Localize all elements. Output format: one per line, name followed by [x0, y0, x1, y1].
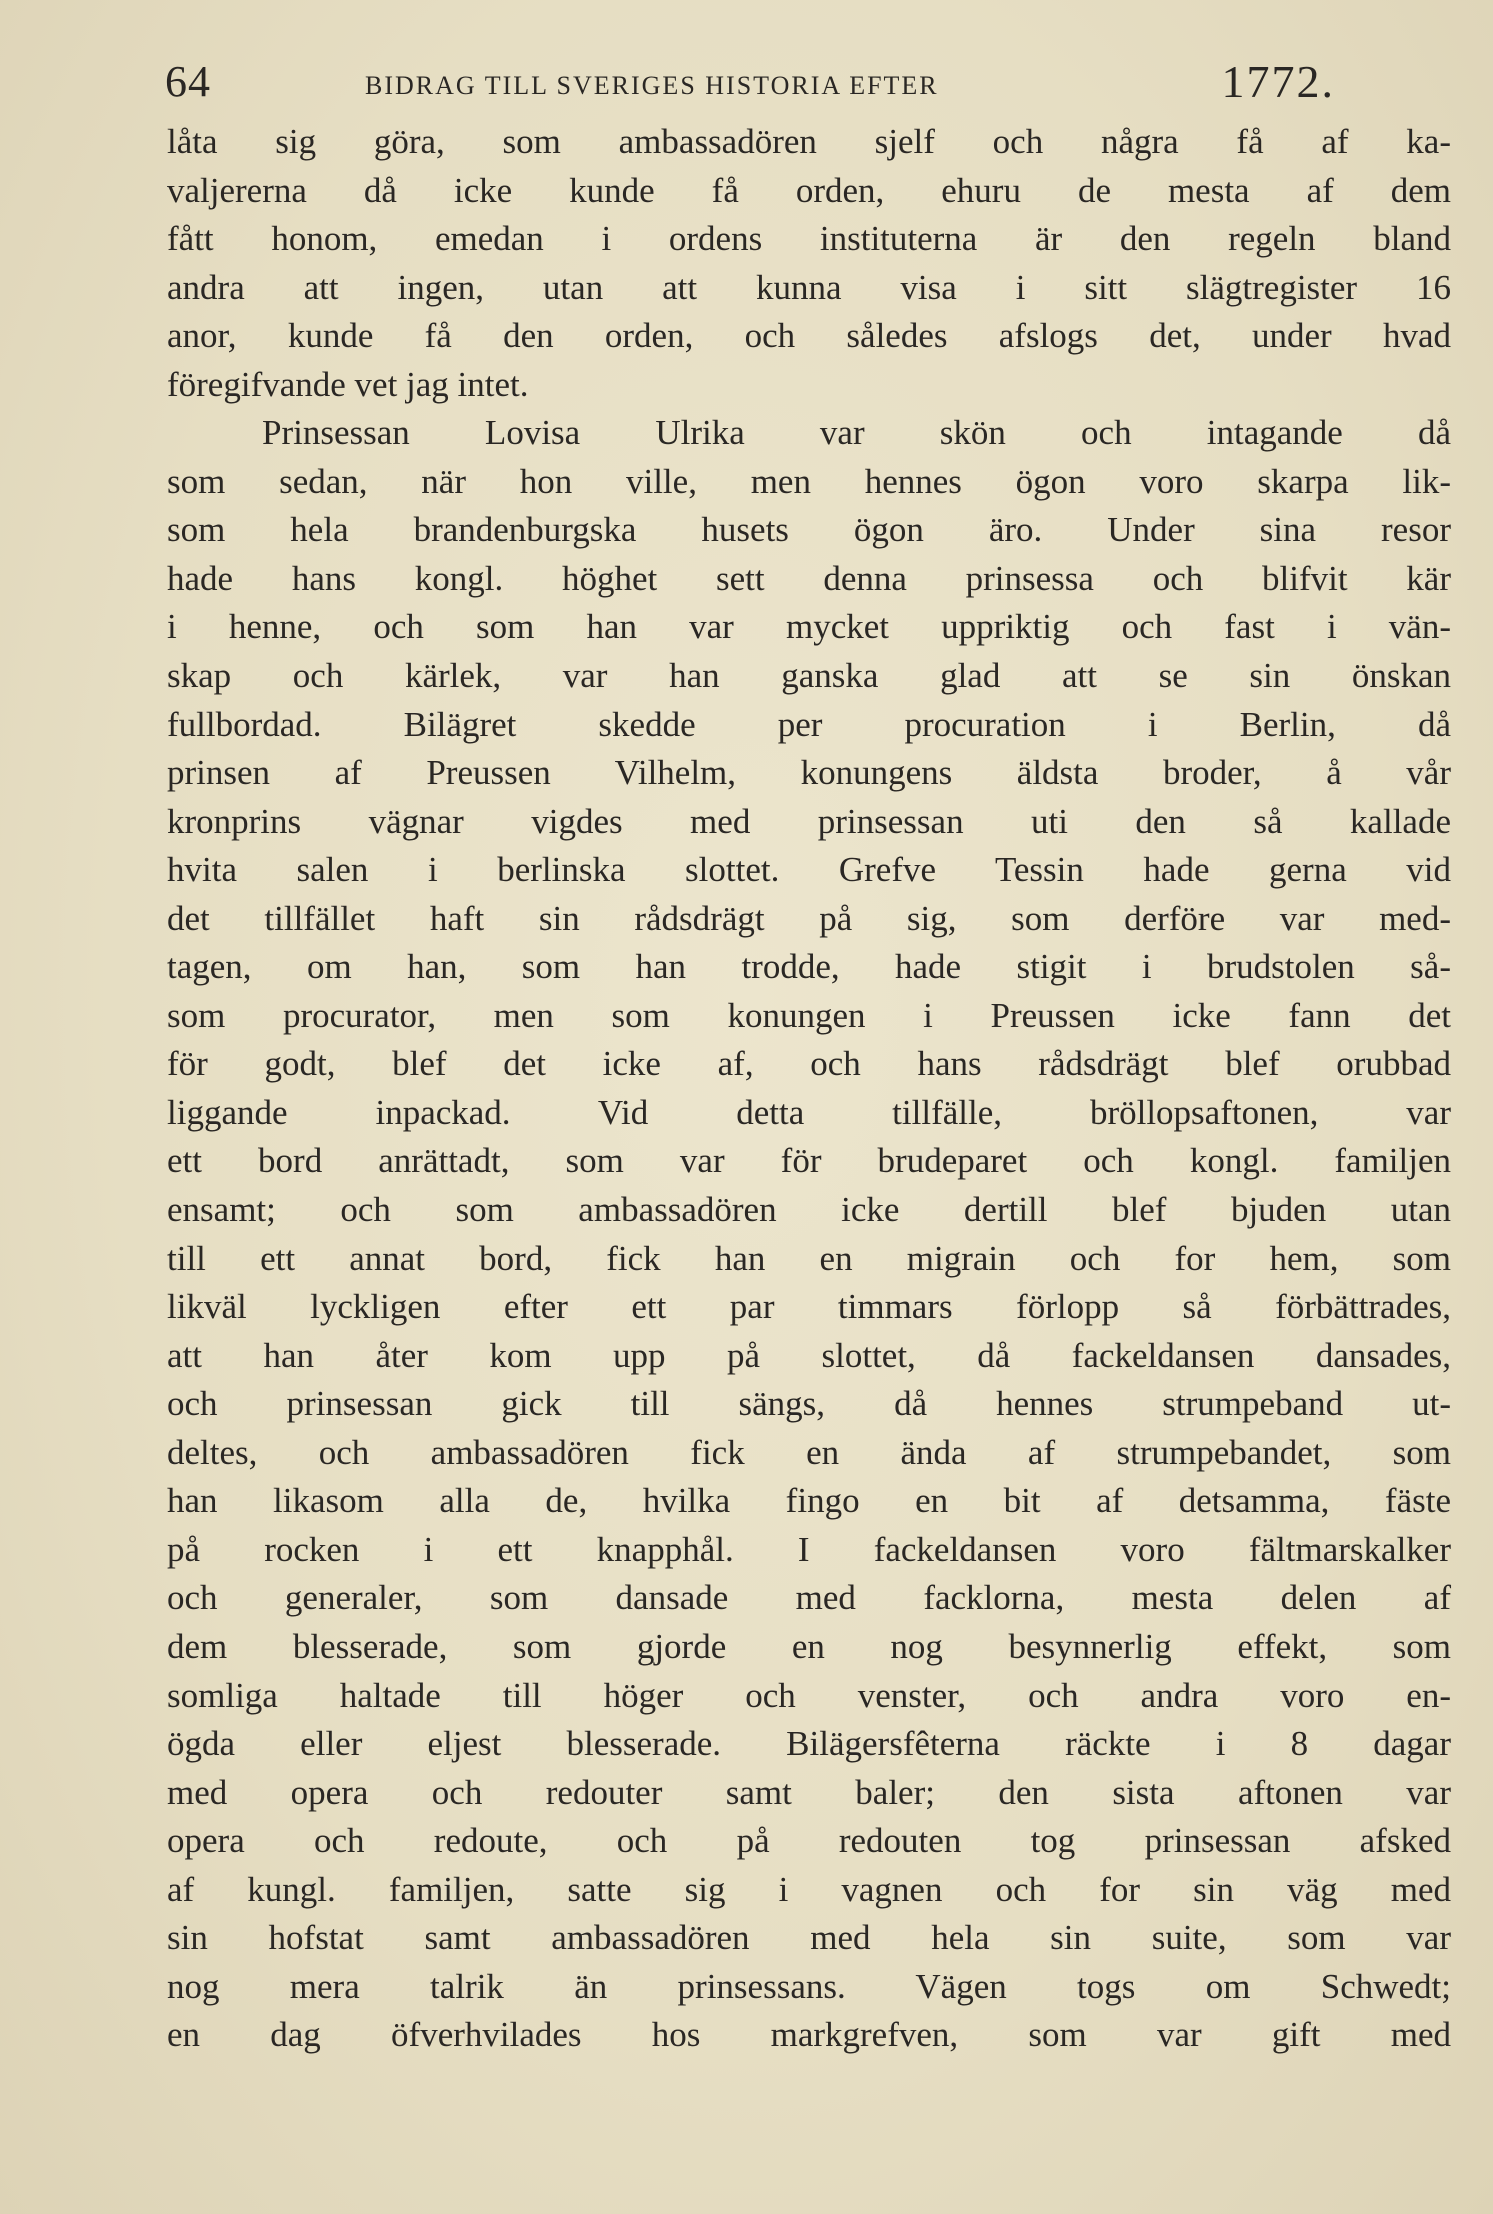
text-line: ett bord anrättadt, som var för brudeparet och kongl. familjen: [167, 1141, 1451, 1181]
text-line: och generaler, som dansade med facklorna, mesta delen af: [167, 1578, 1451, 1618]
text-line: föregifvande vet jag intet.: [167, 364, 529, 404]
text-line: i henne, och som han var mycket uppriktig och fast i vän-: [167, 607, 1451, 647]
text-line: likväl lyckligen efter ett par timmars förlopp så förbättrades,: [167, 1287, 1451, 1327]
text-line: dem blesserade, som gjorde en nog besynnerlig effekt, som: [167, 1626, 1451, 1666]
paragraph-start-line: Prinsessan Lovisa Ulrika var skön och intagande då: [262, 413, 1451, 453]
text-line: till ett annat bord, fick han en migrain och for hem, som: [167, 1238, 1451, 1278]
text-line: som sedan, när hon ville, men hennes ögon voro skarpa lik-: [167, 461, 1451, 501]
text-line: valjererna då icke kunde få orden, ehuru de mesta af dem: [167, 170, 1451, 210]
text-line: nog mera talrik än prinsessans. Vägen togs om Schwedt;: [167, 1966, 1451, 2006]
text-line: af kungl. familjen, satte sig i vagnen och for sin väg med: [167, 1869, 1451, 1909]
text-line: som procurator, men som konungen i Preussen icke fann det: [167, 995, 1451, 1035]
text-line: fått honom, emedan i ordens instituterna är den regeln bland: [167, 219, 1451, 259]
text-line: ensamt; och som ambassadören icke dertill blef bjuden utan: [167, 1190, 1451, 1230]
header-year: 1772.: [1221, 56, 1335, 107]
text-line: på rocken i ett knapphål. I fackeldansen voro fältmarskalker: [167, 1529, 1451, 1569]
text-line: att han åter kom upp på slottet, då fackeldansen dansades,: [167, 1335, 1451, 1375]
text-line: skap och kärlek, var han ganska glad att se sin önskan: [167, 656, 1451, 696]
text-line: andra att ingen, utan att kunna visa i sitt slägtregister 16: [167, 267, 1451, 307]
text-line: och prinsessan gick till sängs, då hennes strumpeband ut-: [167, 1384, 1451, 1424]
text-line: ögda eller eljest blesserade. Bilägersfêterna räckte i 8 dagar: [167, 1724, 1451, 1764]
text-line: opera och redoute, och på redouten tog prinsessan afsked: [167, 1821, 1451, 1861]
text-line: liggande inpackad. Vid detta tillfälle, bröllopsaftonen, var: [167, 1092, 1451, 1132]
body-text: [167, 118, 1451, 2060]
text-line: för godt, blef det icke af, och hans rådsdrägt blef orubbad: [167, 1044, 1451, 1084]
text-line: låta sig göra, som ambassadören sjelf och några få af ka-: [167, 122, 1451, 161]
text-line: med opera och redouter samt baler; den sista aftonen var: [167, 1772, 1451, 1812]
text-line: hade hans kongl. höghet sett denna prinsessa och blifvit kär: [167, 558, 1451, 598]
text-line: han likasom alla de, hvilka fingo en bit af detsamma, fäste: [167, 1481, 1451, 1521]
running-title: BIDRAG TILL SVERIGES HISTORIA EFTER: [365, 71, 939, 100]
text-line: somliga haltade till höger och venster, och andra voro en-: [167, 1675, 1451, 1715]
text-line: deltes, och ambassadören fick en ända af strumpebandet, som: [167, 1432, 1451, 1472]
page-number: 64: [165, 57, 211, 106]
text-line: sin hofstat samt ambassadören med hela sin suite, som var: [167, 1918, 1451, 1958]
text-line: tagen, om han, som han trodde, hade stigit i brudstolen så-: [167, 947, 1451, 987]
text-line: hvita salen i berlinska slottet. Grefve Tessin hade gerna vid: [167, 850, 1451, 890]
text-line: som hela brandenburgska husets ögon äro. Under sina resor: [167, 510, 1451, 550]
text-line: prinsen af Preussen Vilhelm, konungens äldsta broder, å vår: [167, 753, 1451, 793]
text-line: kronprins vägnar vigdes med prinsessan uti den så kallade: [167, 801, 1451, 841]
text-line: fullbordad. Bilägret skedde per procuration i Berlin, då: [167, 704, 1451, 744]
text-line: en dag öfverhvilades hos markgrefven, som var gift med: [167, 2015, 1451, 2055]
text-line: det tillfället haft sin rådsdrägt på sig, som derföre var med-: [167, 898, 1451, 938]
text-line: anor, kunde få den orden, och således afslogs det, under hvad: [167, 316, 1451, 356]
running-header: [165, 52, 1335, 112]
